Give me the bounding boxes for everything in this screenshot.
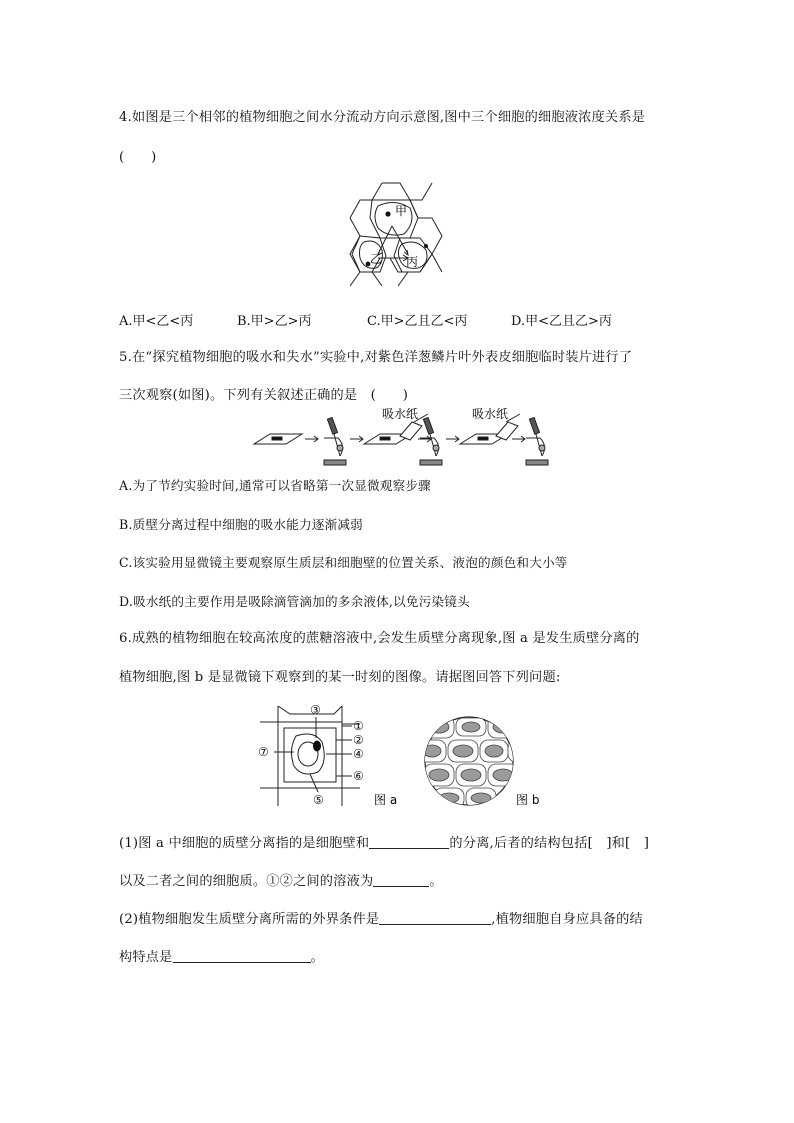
q5-procedure-diagram: [250, 408, 550, 468]
q6-figure-a: [256, 702, 406, 810]
q5-stem-line2: 三次观察(如图)。下列有关叙述正确的是 ( ): [119, 388, 409, 403]
q4-option-d: D.甲<乙且乙>丙: [511, 314, 612, 329]
q6-stem-line1: 6.成熟的植物细胞在较高浓度的蔗糖溶液中,会发生质壁分离现象,图 a 是发生质壁分离的: [119, 631, 640, 646]
q4-option-b: B.甲>乙>丙: [237, 314, 312, 329]
q6-sub1-text-a: (1)图 a 中细胞的质壁分离指的是细胞壁和: [119, 836, 370, 851]
q6-sub1-text-b: 的分离,后者的结构包括[ ]和[ ]: [449, 836, 650, 851]
q6-sub1-end: 。: [429, 874, 443, 889]
fig-a-label-4: ④: [353, 747, 364, 761]
label-bing: 丙: [406, 255, 419, 269]
paper-label-1: 吸水纸: [382, 407, 419, 421]
q6-sub2-text-b: ,植物细胞自身应具备的结: [491, 912, 643, 927]
q6-sub2-text-c: 构特点是: [119, 950, 173, 965]
q6-figure-b: [424, 716, 554, 810]
q4-stem: 4.如图是三个相邻的植物细胞之间水分流动方向示意图,图中三个细胞的细胞液浓度关系是: [119, 110, 646, 125]
q4-answer-paren: ( ): [119, 150, 157, 165]
fig-a-label-1: ①: [353, 719, 364, 733]
q6-sub1-line1: [119, 832, 649, 851]
fig-a-label-7: ⑦: [258, 745, 269, 759]
fig-a-label-6: ⑥: [353, 769, 364, 783]
answer-blank-1[interactable]: [369, 834, 449, 849]
fig-a-caption: 图 a: [374, 793, 398, 807]
q6-sub2-end: 。: [310, 950, 324, 965]
fig-b-caption: 图 b: [516, 793, 540, 807]
label-yi: 乙: [370, 252, 383, 266]
q6-sub2-line1: [119, 908, 643, 927]
q6-stem-line2: 植物细胞,图 b 是显微镜下观察到的某一时刻的图像。请据图回答下列问题:: [119, 670, 561, 685]
q5-stem-line1: 5.在“探究植物细胞的吸水和失水”实验中,对紫色洋葱鳞片叶外表皮细胞临时装片进行了: [119, 350, 633, 365]
q6-sub2-line2: [119, 946, 324, 965]
paper-label-2: 吸水纸: [472, 407, 509, 421]
q5-option-b: B.质壁分离过程中细胞的吸水能力逐渐减弱: [119, 517, 363, 532]
q6-sub2-text-a: (2)植物细胞发生质壁分离所需的外界条件是: [119, 912, 380, 927]
label-jia: 甲: [395, 204, 408, 218]
q5-option-c: C.该实验用显微镜主要观察原生质层和细胞壁的位置关系、液泡的颜色和大小等: [119, 555, 568, 570]
q5-option-d: D.吸水纸的主要作用是吸除滴管滴加的多余液体,以免污染镜头: [119, 594, 470, 609]
fig-a-label-2: ②: [353, 733, 364, 747]
q4-option-a: A.甲<乙<丙: [119, 314, 194, 329]
q6-sub1-line2: [119, 870, 443, 889]
fig-a-label-5: ⑤: [313, 793, 324, 807]
answer-blank-4[interactable]: [173, 948, 311, 963]
q4-cell-diagram: [340, 178, 450, 288]
answer-blank-3[interactable]: [379, 910, 491, 925]
answer-blank-2[interactable]: [373, 872, 429, 887]
q5-option-a: A.为了节约实验时间,通常可以省略第一次显微观察步骤: [119, 478, 431, 493]
fig-a-label-3: ③: [310, 703, 321, 717]
q6-sub1-text-c: 以及二者之间的细胞质。①②之间的溶液为: [119, 874, 374, 889]
q4-option-c: C.甲>乙且乙<丙: [367, 314, 468, 329]
